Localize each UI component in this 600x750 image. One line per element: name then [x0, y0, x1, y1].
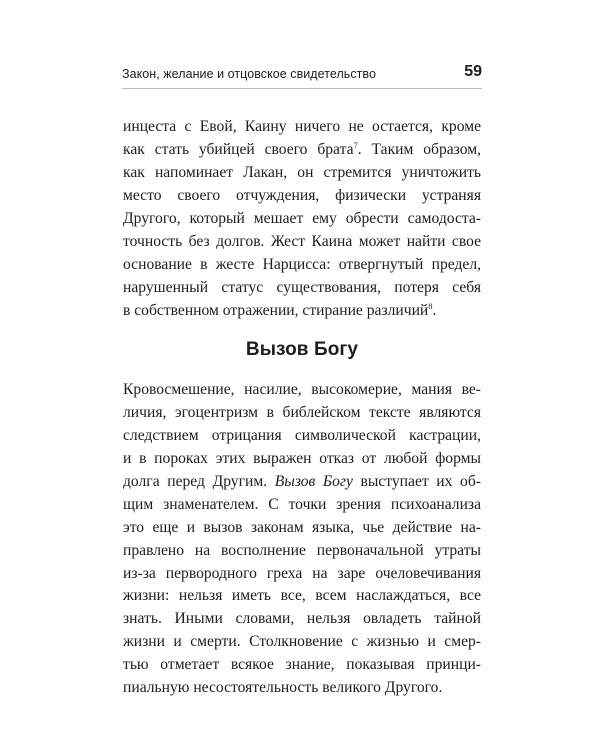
text-segment: в собственном отражении, стирание различий: [123, 301, 429, 319]
text-line: [123, 471, 481, 494]
text-line: знать. Иными словами, нельзя овладеть тайной: [123, 610, 481, 628]
footnote-ref-8: 8: [428, 300, 433, 311]
paragraph-2: [123, 379, 481, 700]
text-line: это еще и вызов законам языка, чье действие на-: [123, 518, 481, 536]
text-line: личия, эгоцентризм в библейском тексте являются: [123, 403, 481, 421]
text-line: Кровосмешение, насилие, высокомерие, мания ве-: [123, 381, 481, 398]
text-line: правлено на восполнение первоначальной утраты: [123, 541, 481, 559]
text-line: точность без долгов. Жест Каина может найти свое: [123, 232, 481, 250]
running-head: [122, 63, 482, 87]
text-line: [123, 300, 481, 323]
text-line: Другого, который мешает ему обрести самодоста-: [123, 209, 481, 227]
text-line: щим знаменателем. С точки зрения психоанализа: [123, 495, 481, 513]
text-line: и в пороках этих выражен отказ от любой формы: [123, 449, 481, 467]
text-line: из-за первородного греха на заре очеловечивания: [123, 564, 481, 582]
text-segment: выступает их об-: [352, 472, 481, 490]
text-line: основание в жесте Нарцисса: отвергнутый предел,: [123, 255, 481, 273]
text-line: [123, 139, 481, 162]
page-number: 59: [464, 63, 482, 80]
text-line: жизни: нельзя иметь все, всем наслаждаться, все: [123, 587, 481, 605]
header-rule: [122, 88, 482, 89]
paragraph-1: [123, 116, 481, 322]
text-line: жизни и смерти. Столкновение с жизнью и смер-: [123, 633, 481, 651]
text-segment: .: [432, 301, 437, 319]
text-segment: долга перед Другим.: [123, 472, 275, 490]
text-line: тью отметает всякое знание, показывая принци-: [123, 656, 481, 674]
text-line: место своего отчуждения, физически устраняя: [123, 186, 481, 204]
text-line: пиальную несостоятельность великого Другого.: [123, 679, 443, 697]
text-line: инцеста с Евой, Каину ничего не остается, кроме: [123, 118, 481, 135]
text-segment: . Таким образом,: [357, 140, 481, 158]
section-heading: Вызов Богу: [245, 339, 359, 360]
emphasis: Вызов Богу: [274, 472, 353, 490]
text-line: нарушенный статус существования, потеря себя: [123, 278, 481, 296]
footnote-ref-7: 7: [353, 139, 358, 150]
running-title: Закон, желание и отцовское свидетельство: [122, 67, 376, 81]
text-line: следствием отрицания символической кастрации,: [123, 426, 481, 444]
text-line: как напоминает Лакан, он стремится уничтожить: [123, 163, 481, 181]
text-segment: как стать убийцей своего брата: [123, 140, 354, 158]
